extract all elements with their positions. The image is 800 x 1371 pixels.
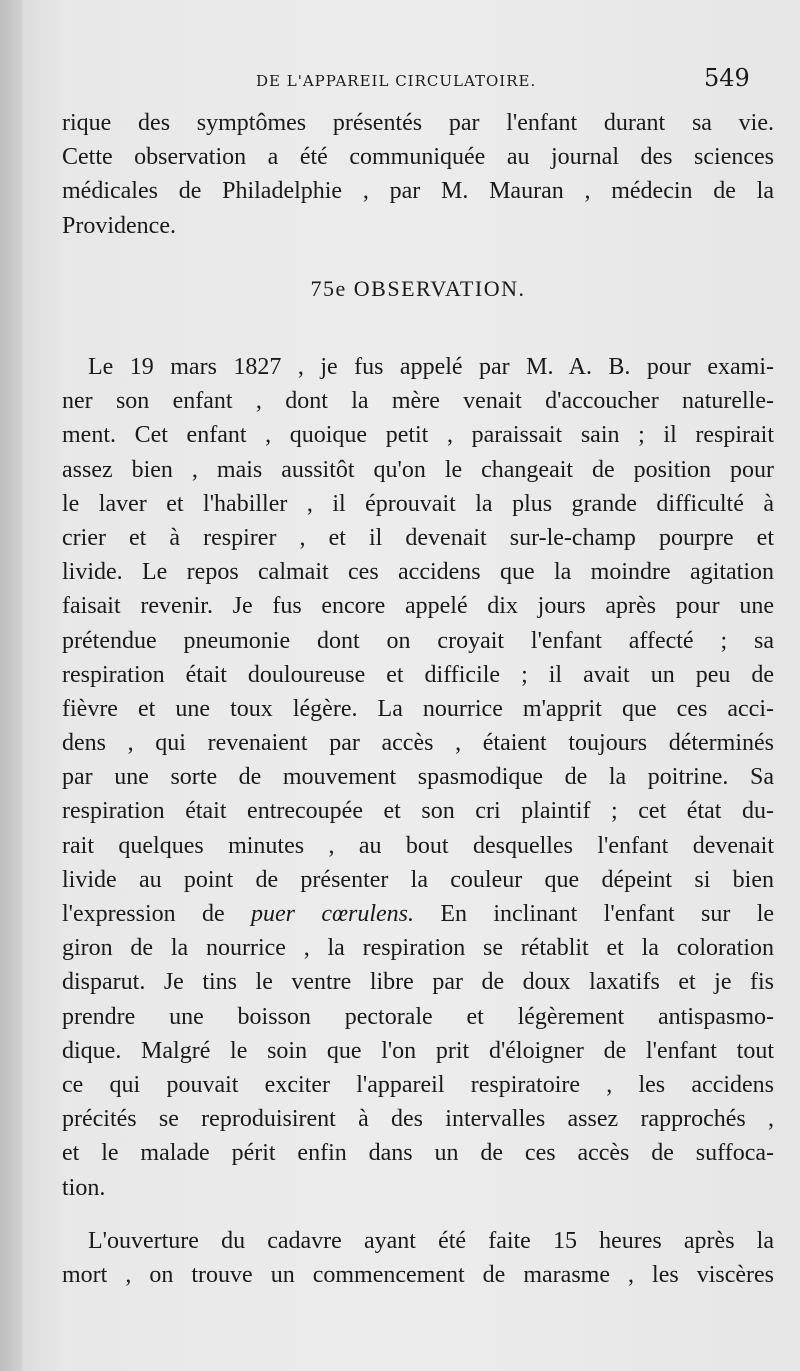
- text-line: respiration était douloureuse et difficile ; il avait un peu de: [62, 661, 774, 688]
- text-line: crier et à respirer , et il devenait sur-le-champ pourpre et: [62, 524, 774, 551]
- text-line: dique. Malgré le soin que l'on prit d'éloigner de l'enfant tout: [62, 1037, 774, 1064]
- text-line: L'ouverture du cadavre ayant été faite 15 heures après la: [88, 1228, 774, 1254]
- text-line: respiration était entrecoupée et son cri plaintif ; cet état du-: [62, 798, 774, 825]
- section-heading: 75e OBSERVATION.: [310, 276, 526, 301]
- text-line: tion.: [62, 1174, 106, 1201]
- italic-phrase: puer cœrulens.: [251, 901, 415, 927]
- text-line: Providence.: [62, 212, 176, 239]
- text-line: disparut. Je tins le ventre libre par de doux laxatifs et je fis: [62, 969, 774, 996]
- text-line: par une sorte de mouvement spasmodique de la poitrine. Sa: [62, 764, 774, 791]
- text-line: le laver et l'habiller , il éprouvait la plus grande difficulté à: [62, 490, 774, 517]
- autopsy-paragraph: [62, 1224, 774, 1292]
- text-line: giron de la nourrice , la respiration se rétablit et la coloration: [62, 935, 774, 962]
- running-head: [62, 64, 782, 94]
- text-line: précités se reproduisirent à des intervalles assez rapprochés ,: [62, 1106, 774, 1133]
- text-line: et le malade périt enfin dans un de ces accès de suffoca-: [62, 1140, 774, 1167]
- text-line: Cette observation a été communiquée au journal des sciences: [62, 144, 774, 171]
- text-line: Le 19 mars 1827 , je fus appelé par M. A. B. pour exami-: [88, 354, 774, 380]
- text-span: En inclinant l'enfant sur le: [414, 901, 775, 927]
- text-line: assez bien , mais aussitôt qu'on le changeait de position pour: [62, 456, 774, 483]
- text-line: fièvre et une toux légère. La nourrice m'apprit que ces acci-: [62, 695, 774, 722]
- text-line: rique des symptômes présentés par l'enfant durant sa vie.: [62, 110, 774, 136]
- text-line: livide au point de présenter la couleur que dépeint si bien: [62, 866, 774, 893]
- intro-paragraph: [62, 106, 774, 243]
- text-line: prendre une boisson pectorale et légèrement antispasmo-: [62, 1003, 774, 1030]
- running-title: DE L'APPAREIL CIRCULATOIRE.: [256, 72, 537, 90]
- text-line: ce qui pouvait exciter l'appareil respiratoire , les accidens: [62, 1071, 774, 1098]
- text-span: l'expression de: [62, 901, 251, 927]
- text-line-with-italic: [62, 897, 774, 931]
- text-line: mort , on trouve un commencement de marasme , les viscères: [62, 1262, 774, 1289]
- page-number: 549: [704, 64, 750, 92]
- text-line: rait quelques minutes , au bout desquelles l'enfant devenait: [62, 832, 774, 859]
- text-line: ment. Cet enfant , quoique petit , paraissait sain ; il respirait: [62, 422, 774, 449]
- text-line: livide. Le repos calmait ces accidens que la moindre agitation: [62, 559, 774, 586]
- text-line: prétendue pneumonie dont on croyait l'enfant affecté ; sa: [62, 627, 774, 654]
- text-line: médicales de Philadelphie , par M. Mauran , médecin de la: [62, 178, 774, 205]
- page-gutter: [0, 0, 22, 1371]
- text-line: dens , qui revenaient par accès , étaient toujours déterminés: [62, 730, 774, 757]
- observation-paragraph: [62, 350, 774, 1205]
- text-line: ner son enfant , dont la mère venait d'accoucher naturelle-: [62, 388, 774, 415]
- text-line: faisait revenir. Je fus encore appelé dix jours après pour une: [62, 593, 774, 620]
